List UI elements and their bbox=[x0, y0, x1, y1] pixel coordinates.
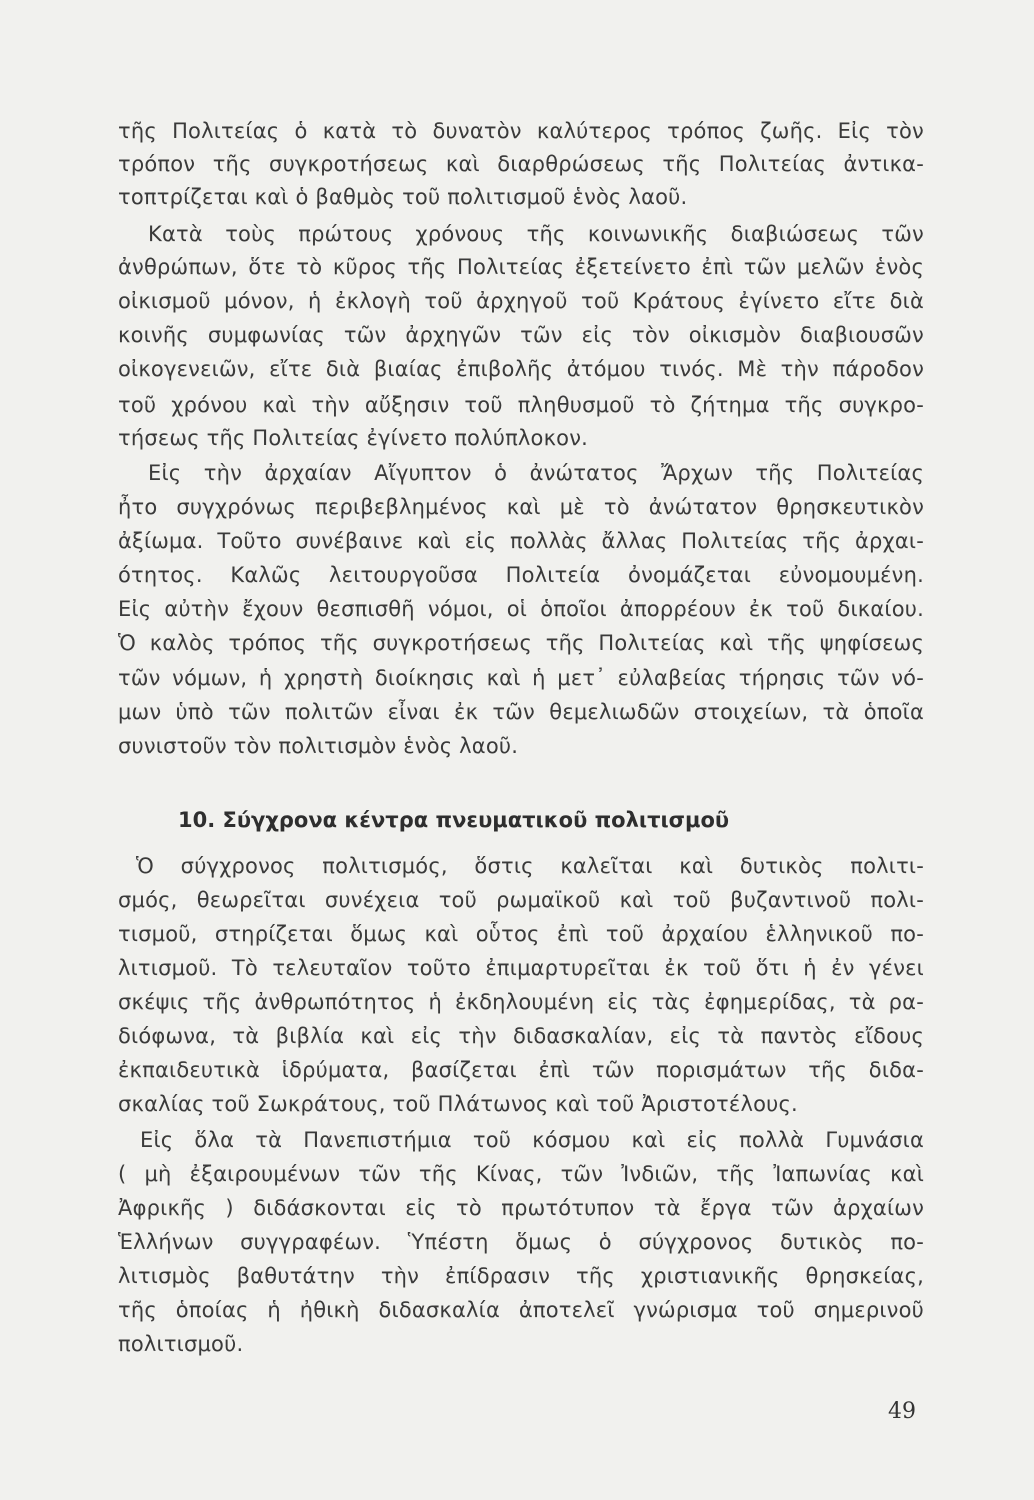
text-line: Εἰς ὅλα τὰ Πανεπιστήμια τοῦ κόσμου καὶ εἰς πολλὰ Γυμνάσια bbox=[140, 1128, 924, 1152]
text-line: ( μὴ ἐξαιρουμένων τῶν τῆς Κίνας, τῶν Ἰνδιῶν, τῆς Ἰαπωνίας καὶ bbox=[118, 1162, 924, 1186]
text-line: σκαλίας τοῦ Σωκράτους, τοῦ Πλάτωνος καὶ τοῦ Ἀριστοτέλους. bbox=[118, 1092, 798, 1116]
section-heading: 10. Σύγχρονα κέντρα πνευματικοῦ πολιτισμοῦ bbox=[178, 808, 730, 832]
text-line: ἐκπαιδευτικὰ ἱδρύματα, βασίζεται ἐπὶ τῶν πορισμάτων τῆς διδα- bbox=[118, 1058, 924, 1082]
text-line: τοῦ χρόνου καὶ τὴν αὔξησιν τοῦ πληθυσμοῦ τὸ ζήτημα τῆς συγκρο- bbox=[118, 393, 924, 417]
text-line: τισμοῦ, στηρίζεται ὅμως καὶ οὗτος ἐπὶ τοῦ ἀρχαίου ἑλληνικοῦ πο- bbox=[118, 922, 924, 946]
text-line: τήσεως τῆς Πολιτείας ἐγίνετο πολύπλοκον. bbox=[118, 426, 589, 450]
text-line: Ὁ σύγχρονος πολιτισμός, ὅστις καλεῖται καὶ δυτικὸς πολιτι- bbox=[136, 854, 924, 878]
text-line: ἀνθρώπων, ὅτε τὸ κῦρος τῆς Πολιτείας ἐξετείνετο ἐπὶ τῶν μελῶν ἑνὸς bbox=[118, 255, 924, 279]
text-line: Εἰς αὐτὴν ἔχουν θεσπισθῆ νόμοι, οἱ ὁποῖοι ἀπορρέουν ἐκ τοῦ δικαίου. bbox=[118, 597, 924, 621]
text-line: Ἑλλήνων συγγραφέων. Ὑπέστη ὅμως ὁ σύγχρονος δυτικὸς πο- bbox=[118, 1230, 924, 1254]
text-line: τρόπον τῆς συγκροτήσεως καὶ διαρθρώσεως τῆς Πολιτείας ἀντικα- bbox=[118, 152, 924, 176]
text-line: τῆς ὁποίας ἡ ἠθικὴ διδασκαλία ἀποτελεῖ γνώρισμα τοῦ σημερινοῦ bbox=[118, 1298, 924, 1322]
text-line: ἀξίωμα. Τοῦτο συνέβαινε καὶ εἰς πολλὰς ἄλλας Πολιτείας τῆς ἀρχαι- bbox=[118, 529, 924, 553]
text-line: τῶν νόμων, ἡ χρηστὴ διοίκησις καὶ ἡ μετ᾽ εὐλαβείας τήρησις τῶν νό- bbox=[118, 666, 924, 690]
text-line: οἰκισμοῦ μόνον, ἡ ἐκλογὴ τοῦ ἀρχηγοῦ τοῦ Κράτους ἐγίνετο εἴτε διὰ bbox=[118, 289, 924, 313]
text-line: λιτισμὸς βαθυτάτην τὴν ἐπίδρασιν τῆς χριστιανικῆς θρησκείας, bbox=[118, 1264, 924, 1288]
text-line: ἦτο συγχρόνως περιβεβλημένος καὶ μὲ τὸ ἀνώτατον θρησκευτικὸν bbox=[118, 495, 924, 519]
text-line: συνιστοῦν τὸν πολιτισμὸν ἑνὸς λαοῦ. bbox=[118, 734, 519, 758]
text-line: ότητος. Καλῶς λειτουργοῦσα Πολιτεία ὀνομάζεται εὐνομουμένη. bbox=[118, 563, 924, 587]
text-line: λιτισμοῦ. Τὸ τελευταῖον τοῦτο ἐπιμαρτυρεῖται ἐκ τοῦ ὅτι ἡ ἐν γένει bbox=[118, 956, 924, 980]
text-line: τοπτρίζεται καὶ ὁ βαθμὸς τοῦ πολιτισμοῦ ἑνὸς λαοῦ. bbox=[118, 185, 688, 209]
text-line: τῆς Πολιτείας ὁ κατὰ τὸ δυνατὸν καλύτερος τρόπος ζωῆς. Εἰς τὸν bbox=[118, 119, 924, 143]
text-line: Κατὰ τοὺς πρώτους χρόνους τῆς κοινωνικῆς διαβιώσεως τῶν bbox=[148, 222, 924, 246]
text-line: πολιτισμοῦ. bbox=[118, 1332, 244, 1356]
text-line: κοινῆς συμφωνίας τῶν ἀρχηγῶν τῶν εἰς τὸν οἰκισμὸν διαβιουσῶν bbox=[118, 323, 924, 347]
text-line: σκέψις τῆς ἀνθρωπότητος ἡ ἐκδηλουμένη εἰς τὰς ἐφημερίδας, τὰ ρα- bbox=[118, 990, 924, 1014]
text-line: Εἰς τὴν ἀρχαίαν Αἴγυπτον ὁ ἀνώτατος Ἄρχων τῆς Πολιτείας bbox=[148, 461, 924, 485]
text-line: Ἀφρικῆς ) διδάσκονται εἰς τὸ πρωτότυπον τὰ ἔργα τῶν ἀρχαίων bbox=[118, 1196, 924, 1220]
text-line: διόφωνα, τὰ βιβλία καὶ εἰς τὴν διδασκαλίαν, εἰς τὰ παντὸς εἴδους bbox=[118, 1024, 924, 1048]
text-line: μων ὑπὸ τῶν πολιτῶν εἶναι ἐκ τῶν θεμελιωδῶν στοιχείων, τὰ ὁποῖα bbox=[118, 700, 924, 724]
text-line: Ὁ καλὸς τρόπος τῆς συγκροτήσεως τῆς Πολιτείας καὶ τῆς ψηφίσεως bbox=[118, 631, 924, 655]
page-number: 49 bbox=[888, 1399, 916, 1424]
text-line: σμός, θεωρεῖται συνέχεια τοῦ ρωμαϊκοῦ καὶ τοῦ βυζαντινοῦ πολι- bbox=[118, 888, 924, 912]
text-line: οἰκογενειῶν, εἴτε διὰ βιαίας ἐπιβολῆς ἀτόμου τινός. Μὲ τὴν πάροδον bbox=[118, 357, 924, 381]
